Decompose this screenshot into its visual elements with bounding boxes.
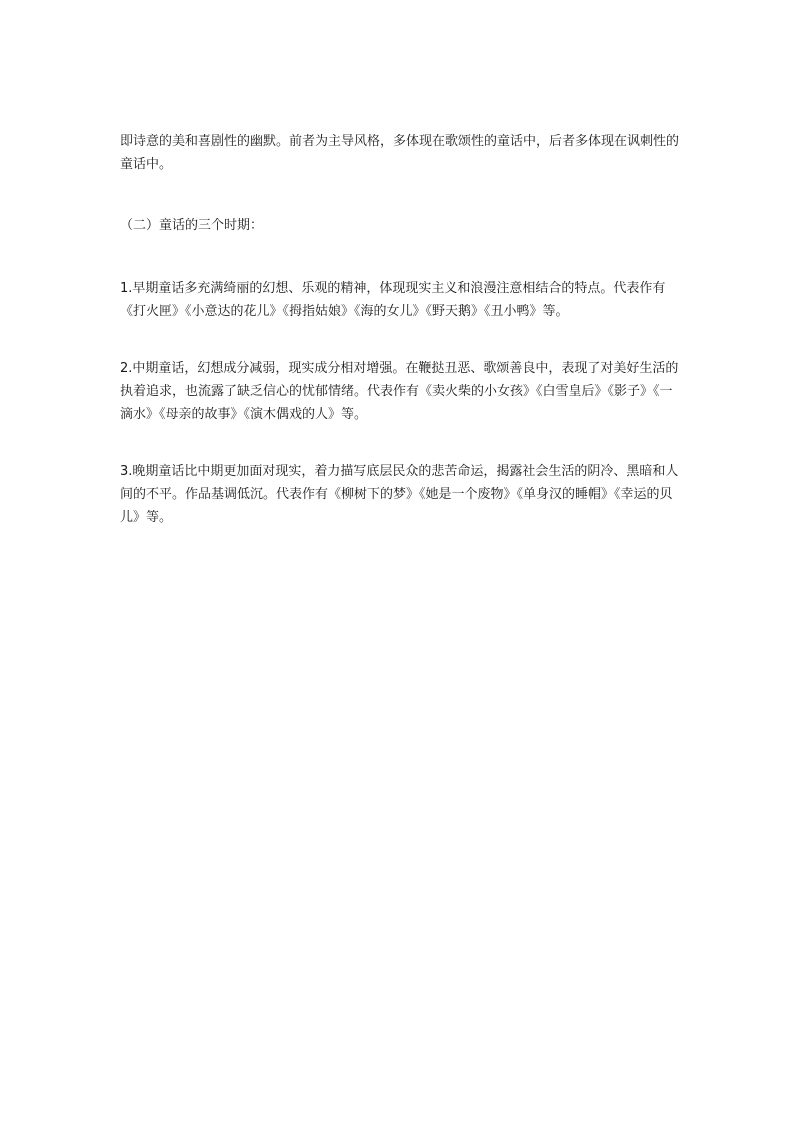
document-body xyxy=(120,130,680,529)
paragraph-middle-period: 2.中期童话，幻想成分减弱，现实成分相对增强。在鞭挞丑恶、歌颂善良中，表现了对美好生活的执着追求，也流露了缺乏信心的忧郁情绪。代表作有《卖火柴的小女孩》《白雪皇后》《影子》《一滴水》《母亲的故事》《演木偶戏的人》等。 xyxy=(120,361,679,422)
paragraph-early-period: 1.早期童话多充满绮丽的幻想、乐观的精神，体现现实主义和浪漫注意相结合的特点。代表作有《打火匣》《小意达的花儿》《拇指姑娘》《海的女儿》《野天鹅》《丑小鸭》等。 xyxy=(120,281,666,319)
paragraph-late-period: 3.晚期童话比中期更加面对现实，着力描写底层民众的悲苦命运，揭露社会生活的阴冷、黑暗和人间的不平。作品基调低沉。代表作有《柳树下的梦》《她是一个废物》《单身汉的睡帽》《幸运的贝儿》等。 xyxy=(120,464,679,525)
paragraph-style-summary: 即诗意的美和喜剧性的幽默。前者为主导风格，多体现在歌颂性的童话中，后者多体现在讽刺性的童话中。 xyxy=(120,134,680,172)
section-heading-three-periods: （二）童话的三个时期： xyxy=(120,218,264,233)
